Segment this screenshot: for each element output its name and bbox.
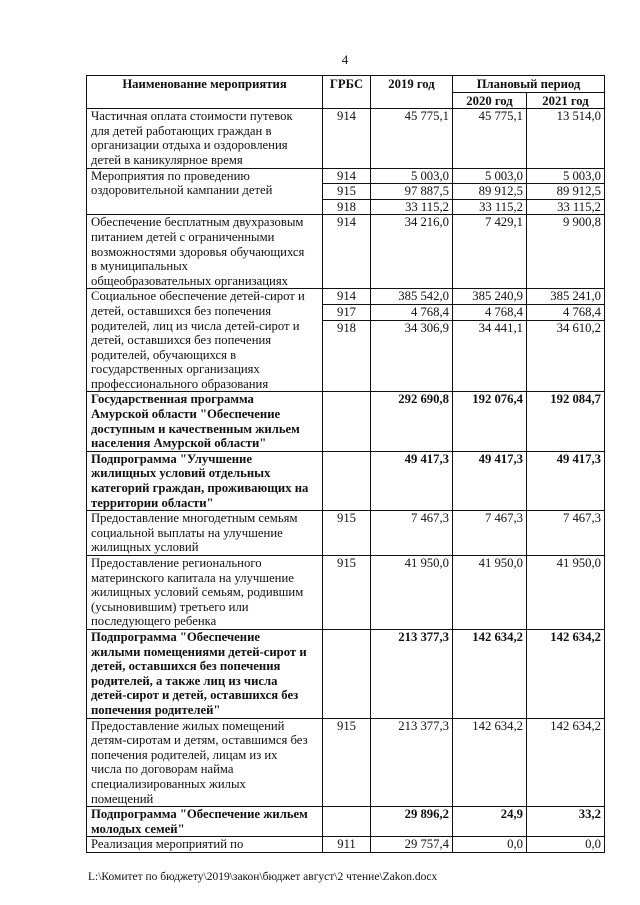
value-2021: 142 634,2 (550, 718, 601, 733)
grbs-cell (323, 215, 371, 289)
value-2019: 213 377,3 (398, 629, 449, 644)
budget-table (86, 75, 605, 853)
value-2021: 33 115,2 (557, 199, 601, 214)
grbs-cell (323, 718, 371, 807)
value-2019: 4 768,4 (371, 305, 452, 321)
value-2020-cell (453, 289, 527, 392)
table-header (87, 76, 605, 109)
value-2020: 7 467,3 (484, 511, 523, 526)
grbs-code: 917 (323, 305, 370, 321)
value-2020: 45 775,1 (478, 109, 523, 124)
activity-name: Предоставление многодетным семьям социальной выплаты на улучшение жилищных условий (87, 511, 323, 556)
value-2019: 292 690,8 (398, 392, 449, 407)
value-2021: 13 514,0 (556, 109, 601, 124)
activity-name: Частичная оплата стоимости путевок для детей работающих граждан в организации отдыха и оздоровления детей в каникулярное время (87, 109, 323, 168)
value-2020: 385 240,9 (453, 289, 526, 305)
value-2020: 142 634,2 (472, 629, 523, 644)
value-2020: 49 417,3 (478, 451, 523, 466)
grbs-cell (323, 168, 371, 215)
grbs-cell (323, 837, 371, 853)
value-2020-cell (453, 807, 527, 837)
value-2021-cell (527, 718, 605, 807)
value-2021-cell (527, 215, 605, 289)
value-2019: 97 887,5 (371, 184, 452, 200)
value-2019-cell (371, 718, 453, 807)
value-2021: 49 417,3 (556, 451, 601, 466)
value-2021-cell (527, 556, 605, 630)
value-2021: 192 084,7 (550, 392, 601, 407)
value-2021: 7 467,3 (562, 511, 601, 526)
value-2020: 41 950,0 (478, 556, 523, 570)
header-2019: 2019 год (371, 76, 453, 109)
value-2019-cell (371, 451, 453, 510)
value-2020-cell (453, 511, 527, 556)
value-2019-cell (371, 168, 453, 215)
grbs-cell (323, 511, 371, 556)
table-row (87, 289, 605, 392)
value-2019-cell (371, 392, 453, 451)
grbs-cell (323, 289, 371, 392)
header-row (87, 76, 605, 93)
table-row (87, 629, 605, 718)
table-row (87, 109, 605, 168)
page-number: 4 (341, 52, 349, 67)
value-2020-cell (453, 837, 527, 853)
value-2019: 29 896,2 (404, 807, 449, 822)
value-2020: 192 076,4 (472, 392, 523, 407)
value-2019: 33 115,2 (405, 199, 449, 214)
value-2019-cell (371, 109, 453, 168)
value-2021: 5 003,0 (527, 169, 604, 185)
value-2021-cell (527, 451, 605, 510)
grbs-code: 915 (323, 184, 370, 200)
value-2019-cell (371, 289, 453, 392)
grbs-code: 914 (323, 289, 370, 305)
value-2019-cell (371, 556, 453, 630)
value-2019: 34 216,0 (404, 215, 449, 230)
value-2021-cell (527, 289, 605, 392)
value-2021-cell (527, 511, 605, 556)
grbs-code: 918 (336, 199, 357, 214)
footer-file-path: L:\Комитет по бюджету\2019\закон\бюджет август\2 чтение\Zakon.docx (88, 871, 438, 883)
value-2021-cell (527, 837, 605, 853)
value-2020-cell (453, 451, 527, 510)
value-2020-cell (453, 109, 527, 168)
header-2020: 2020 год (453, 92, 527, 109)
activity-name: Социальное обеспечение детей-сирот и детей, оставшихся без попечения родителей, лиц из числа детей-сирот и детей, оставшихся без попечения родителей, обучающихся в государственных организациях профессионального образования (87, 289, 323, 392)
table-row (87, 556, 605, 630)
table-row (87, 168, 605, 215)
table-row (87, 392, 605, 451)
header-grbs: ГРБС (323, 76, 371, 109)
value-2021: 33,2 (578, 807, 601, 822)
value-2020: 0,0 (507, 837, 523, 852)
grbs-cell (323, 451, 371, 510)
grbs-cell (323, 392, 371, 451)
grbs-code: 914 (336, 215, 357, 230)
program-name: Государственная программа Амурской области "Обеспечение доступным и качественным жильем населения Амурской области" (87, 392, 323, 451)
subprogram-name: Подпрограмма "Обеспечение жильем молодых семей" (87, 807, 323, 837)
table-row (87, 215, 605, 289)
activity-name: Мероприятия по проведению оздоровительной кампании детей (87, 168, 323, 215)
table-row (87, 718, 605, 807)
value-2021-cell (527, 168, 605, 215)
grbs-code: 915 (336, 556, 357, 570)
value-2020: 5 003,0 (453, 169, 526, 185)
value-2020-cell (453, 556, 527, 630)
value-2021: 41 950,0 (556, 556, 601, 570)
grbs-code: 911 (337, 837, 356, 852)
value-2019: 41 950,0 (404, 556, 449, 570)
value-2019: 385 542,0 (371, 289, 452, 305)
value-2021: 4 768,4 (527, 305, 604, 321)
table-row (87, 807, 605, 837)
subprogram-name: Подпрограмма "Улучшение жилищных условий отдельных категорий граждан, проживающих на территории области" (87, 451, 323, 510)
table-row (87, 511, 605, 556)
value-2020-cell (453, 168, 527, 215)
grbs-code: 915 (336, 511, 357, 526)
value-2020: 33 115,2 (479, 199, 523, 214)
value-2021-cell (527, 392, 605, 451)
value-2019-cell (371, 215, 453, 289)
subprogram-name: Подпрограмма "Обеспечение жилыми помещениями детей-сирот и детей, оставшихся без попечения родителей, а также лиц из числа детей-сирот и детей, оставшихся без попечения родителей" (87, 629, 323, 718)
grbs-cell (323, 629, 371, 718)
value-2021-cell (527, 629, 605, 718)
value-2019-cell (371, 837, 453, 853)
grbs-cell (323, 807, 371, 837)
value-2019: 49 417,3 (404, 451, 449, 466)
value-2020: 34 441,1 (478, 320, 523, 335)
value-2020-cell (453, 215, 527, 289)
value-2020: 4 768,4 (453, 305, 526, 321)
value-2019: 7 467,3 (410, 511, 449, 526)
value-2020-cell (453, 392, 527, 451)
value-2019: 34 306,9 (404, 320, 449, 335)
grbs-cell (323, 556, 371, 630)
table-row (87, 451, 605, 510)
value-2021: 142 634,2 (550, 629, 601, 644)
value-2021: 34 610,2 (556, 320, 601, 335)
activity-name: Предоставление регионального материнского капитала на улучшение жилищных условий семьям, родившим (усыновившим) третьего или последующего ребенка (87, 556, 323, 630)
grbs-code: 918 (336, 320, 357, 335)
value-2019-cell (371, 511, 453, 556)
value-2021-cell (527, 807, 605, 837)
grbs-code: 914 (323, 169, 370, 185)
value-2019-cell (371, 807, 453, 837)
value-2019-cell (371, 629, 453, 718)
value-2019: 5 003,0 (371, 169, 452, 185)
grbs-cell (323, 109, 371, 168)
value-2021-cell (527, 109, 605, 168)
value-2020: 89 912,5 (453, 184, 526, 200)
activity-name: Предоставление жилых помещений детям-сиротам и детям, оставшимся без попечения родителей, лицам из их числа по договорам найма специализированных жилых помещений (87, 718, 323, 807)
value-2020-cell (453, 629, 527, 718)
header-2021: 2021 год (527, 92, 605, 109)
value-2020-cell (453, 718, 527, 807)
value-2021: 9 900,8 (562, 215, 601, 230)
value-2020: 7 429,1 (484, 215, 523, 230)
header-planned-period: Плановый период (453, 76, 605, 93)
value-2020: 24,9 (500, 807, 523, 822)
activity-name: Обеспечение бесплатным двухразовым питанием детей с ограниченными возможностями здоровья обучающихся в муниципальных общеобразовательных организациях (87, 215, 323, 289)
table-row (87, 837, 605, 853)
activity-name: Реализация мероприятий по (87, 837, 323, 853)
value-2019: 213 377,3 (398, 718, 449, 733)
value-2020: 142 634,2 (472, 718, 523, 733)
value-2019: 29 757,4 (404, 837, 449, 852)
value-2021: 89 912,5 (527, 184, 604, 200)
value-2021: 385 241,0 (527, 289, 604, 305)
grbs-code: 915 (336, 718, 357, 733)
header-activity-name: Наименование мероприятия (87, 76, 323, 109)
value-2019: 45 775,1 (404, 109, 449, 124)
grbs-code: 914 (336, 109, 357, 124)
value-2021: 0,0 (585, 837, 601, 852)
